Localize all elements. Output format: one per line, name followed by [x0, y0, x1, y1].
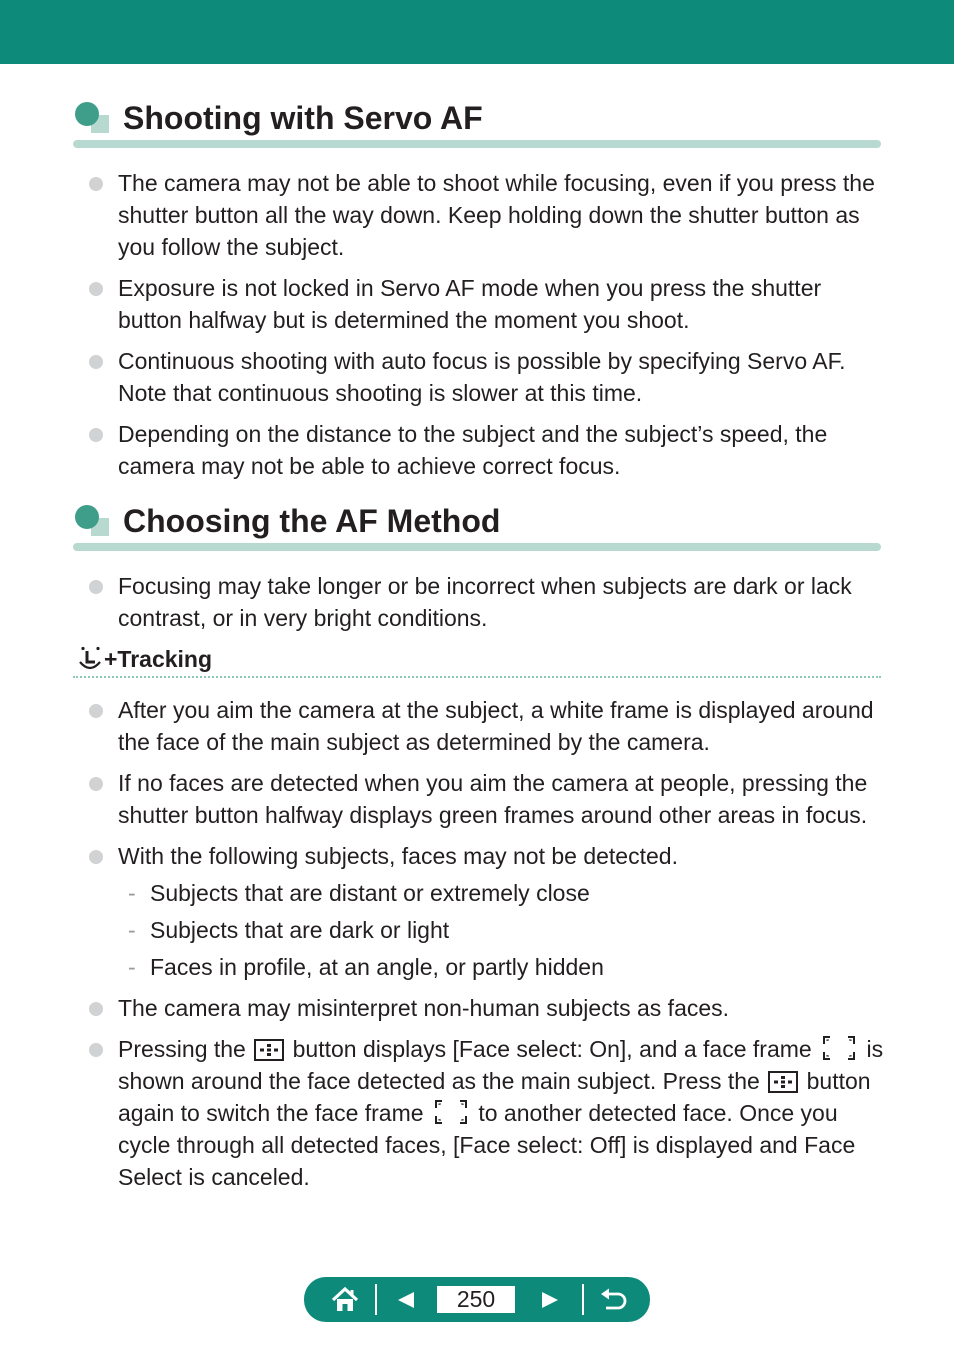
- list-item: After you aim the camera at the subject, a white frame is displayed around the face of the main subject as determined by the camera.: [88, 694, 888, 758]
- section-title: Shooting with Servo AF: [123, 100, 483, 136]
- page-number-field[interactable]: 250: [436, 1285, 516, 1314]
- face-frame-icon: [432, 1099, 470, 1125]
- bullet-dot: [89, 704, 103, 718]
- prev-arrow-icon: [396, 1291, 416, 1309]
- sub-list-item: - Subjects that are distant or extremely close: [118, 877, 888, 909]
- face-frame-icon: [820, 1035, 858, 1061]
- section-title: Choosing the AF Method: [123, 503, 501, 539]
- dotted-divider: [73, 676, 881, 678]
- home-button[interactable]: [318, 1277, 372, 1322]
- section-rule: [73, 543, 881, 551]
- dash-marker: -: [128, 954, 136, 980]
- tracking-label: +Tracking: [104, 646, 213, 672]
- sub-list-item: - Subjects that are dark or light: [118, 914, 888, 946]
- bullet-dot: [89, 282, 103, 296]
- bullet-dot: [89, 355, 103, 369]
- list-item: If no faces are detected when you aim the camera at people, pressing the shutter button halfway displays green frames around other areas in focus.: [88, 767, 888, 831]
- top-header-bar: [0, 0, 954, 64]
- bullet-dot: [89, 1002, 103, 1016]
- bullet-dot: [89, 1043, 103, 1057]
- next-arrow-icon: [540, 1291, 560, 1309]
- return-icon: [600, 1288, 628, 1312]
- nav-separator: [582, 1284, 584, 1315]
- list-item: Continuous shooting with auto focus is possible by specifying Servo AF. Note that continuous shooting is slower at this time.: [88, 345, 888, 409]
- bullet-dot: [89, 580, 103, 594]
- next-page-button[interactable]: [518, 1277, 582, 1322]
- dash-marker: -: [128, 880, 136, 906]
- list-item: Focusing may take longer or be incorrect when subjects are dark or lack contrast, or in very bright conditions.: [88, 570, 888, 634]
- return-button[interactable]: [586, 1277, 642, 1322]
- list-item: With the following subjects, faces may not be detected. - Subjects that are distant or extremely close - Subjects that are dark or light - Faces in profile, at an angle, or partly hidden: [88, 840, 888, 983]
- list-item: The camera may not be able to shoot while focusing, even if you press the shutter button all the way down. Keep holding down the shutter button as you follow the subject.: [88, 167, 888, 263]
- dash-marker: -: [128, 917, 136, 943]
- home-icon: [331, 1287, 359, 1313]
- section-bullet-icon: [74, 100, 110, 136]
- bullet-dot: [89, 177, 103, 191]
- bullet-dot: [89, 428, 103, 442]
- list-item: Exposure is not locked in Servo AF mode when you press the shutter button halfway but is determined the moment you shoot.: [88, 272, 888, 336]
- bullet-dot: [89, 850, 103, 864]
- nav-separator: [375, 1284, 377, 1315]
- page-navigation-bar: [304, 1277, 650, 1322]
- tracking-notes: [88, 694, 888, 1193]
- list-item: The camera may misinterpret non-human subjects as faces.: [88, 992, 888, 1024]
- af-point-select-button-icon: [768, 1071, 798, 1093]
- tracking-subheading: [78, 643, 882, 679]
- section-rule: [73, 140, 881, 148]
- af-point-select-button-icon: [254, 1039, 284, 1061]
- previous-page-button[interactable]: [378, 1277, 434, 1322]
- list-item: Pressing the button displays [Face select: On], and a face frame is shown around the face detected as the main subject. Press the button again to switch the face frame to another detected face. Once you cycle through all detected faces, [Face select: Off] is displayed and Face Select is canceled.: [88, 1033, 888, 1193]
- face-tracking-icon: [78, 645, 106, 673]
- af-method-notes: [88, 570, 888, 634]
- sub-list-item: - Faces in profile, at an angle, or partly hidden: [118, 951, 888, 983]
- bullet-dot: [89, 777, 103, 791]
- servo-af-notes: [88, 167, 888, 482]
- section-bullet-icon: [74, 503, 110, 539]
- list-item: Depending on the distance to the subject and the subject’s speed, the camera may not be able to achieve correct focus.: [88, 418, 888, 482]
